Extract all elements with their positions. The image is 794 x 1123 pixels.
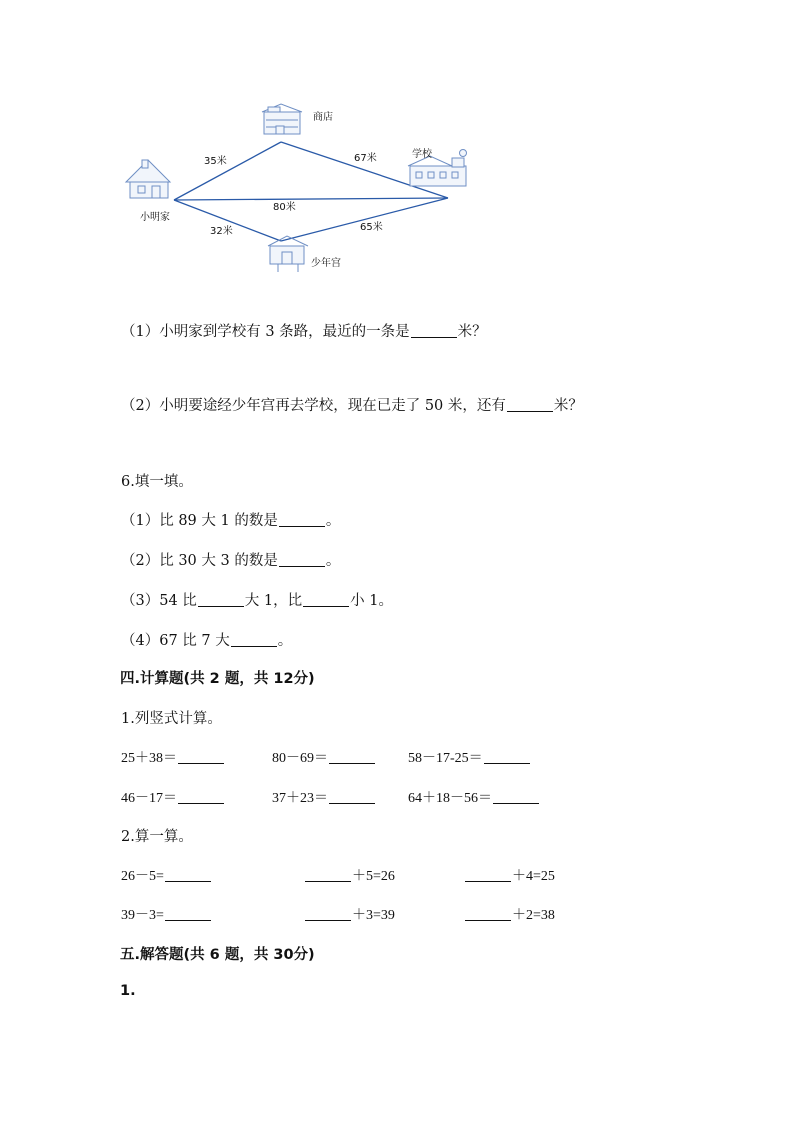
calc-expression: 46－17＝ — [121, 791, 177, 806]
calc-expression: 64＋18－56＝ — [408, 791, 492, 806]
fill-row-1c — [464, 865, 555, 885]
q6-sub1-end: 。 — [325, 513, 341, 529]
fill-row-2c — [464, 904, 555, 924]
section4-title: 四.计算题(共 2 题，共 12分) — [120, 671, 315, 687]
answer-blank[interactable] — [411, 323, 457, 338]
route-diagram — [118, 96, 488, 281]
answer-blank[interactable] — [493, 789, 539, 804]
calc-row-2b — [272, 787, 376, 807]
q6-sub3-text: （3）54 比 — [121, 593, 197, 609]
s5-q1-number: 1. — [120, 983, 136, 999]
route-home-school — [174, 198, 448, 200]
calc-row-1b — [272, 747, 376, 767]
calc-row-2a — [121, 787, 225, 807]
answer-blank[interactable] — [303, 592, 349, 607]
answer-blank[interactable] — [178, 789, 224, 804]
answer-blank[interactable] — [279, 552, 325, 567]
fill-expression: 26－5= — [121, 869, 164, 884]
q5-sub2-text: （2）小明要途经少年宫再去学校，现在已走了 50 米，还有 — [121, 398, 506, 414]
route-palace-school — [281, 198, 448, 241]
fill-row-2b — [304, 904, 395, 924]
fill-row-1a — [121, 865, 212, 885]
answer-blank[interactable] — [465, 867, 511, 882]
distance-home-palace: 32米 — [210, 226, 233, 237]
fill-expression: 39－3= — [121, 908, 164, 923]
place-label-school: 学校 — [412, 149, 432, 160]
q6-sub1 — [121, 509, 340, 530]
q6-sub4 — [121, 629, 292, 650]
q6-title: 6.填一填。 — [121, 474, 193, 490]
fill-expression: ＋3=39 — [352, 908, 395, 923]
q5-sub2 — [121, 394, 583, 415]
calc-row-1a — [121, 747, 225, 767]
fill-expression: ＋2=38 — [512, 908, 555, 923]
q6-sub4-end: 。 — [277, 633, 293, 649]
calc-expression: 80－69＝ — [272, 751, 328, 766]
q6-sub2 — [121, 549, 340, 570]
q6-sub2-text: （2）比 30 大 3 的数是 — [121, 553, 278, 569]
route-home-shop — [174, 142, 281, 200]
calc-expression: 25＋38＝ — [121, 751, 177, 766]
fill-expression: ＋4=25 — [512, 869, 555, 884]
answer-blank[interactable] — [465, 906, 511, 921]
answer-blank[interactable] — [305, 906, 351, 921]
answer-blank[interactable] — [507, 397, 553, 412]
distance-home-school: 80米 — [273, 202, 296, 213]
q5-sub2-unit: 米？ — [553, 398, 583, 414]
answer-blank[interactable] — [165, 906, 211, 921]
q6-sub4-text: （4）67 比 7 大 — [121, 633, 230, 649]
answer-blank[interactable] — [484, 749, 530, 764]
answer-blank[interactable] — [198, 592, 244, 607]
answer-blank[interactable] — [231, 632, 277, 647]
calc-row-1c — [408, 747, 531, 767]
s4-q2-title: 2.算一算。 — [121, 829, 193, 845]
answer-blank[interactable] — [165, 867, 211, 882]
q6-sub3 — [121, 589, 393, 610]
fill-expression: ＋5=26 — [352, 869, 395, 884]
s4-q1-title: 1.列竖式计算。 — [121, 711, 222, 727]
answer-blank[interactable] — [305, 867, 351, 882]
q5-sub1-text: （1）小明家到学校有 3 条路，最近的一条是 — [121, 324, 410, 340]
answer-blank[interactable] — [178, 749, 224, 764]
q6-sub1-text: （1）比 89 大 1 的数是 — [121, 513, 278, 529]
shop-building-icon — [262, 104, 302, 134]
q6-sub2-end: 。 — [325, 553, 341, 569]
answer-blank[interactable] — [279, 512, 325, 527]
distance-palace-school: 65米 — [360, 222, 383, 233]
q5-sub1 — [121, 320, 487, 341]
place-label-palace: 少年宫 — [311, 258, 341, 269]
q5-sub1-unit: 米？ — [457, 324, 487, 340]
fill-row-2a — [121, 904, 212, 924]
calc-row-2c — [408, 787, 540, 807]
calc-expression: 58－17-25＝ — [408, 751, 483, 766]
place-label-shop: 商店 — [313, 112, 333, 123]
fill-row-1b — [304, 865, 395, 885]
q6-sub3-end: 小 1。 — [350, 593, 393, 609]
calc-expression: 37＋23＝ — [272, 791, 328, 806]
q6-sub3-mid: 大 1，比 — [244, 593, 303, 609]
section5-title: 五.解答题(共 6 题，共 30分) — [120, 947, 315, 963]
answer-blank[interactable] — [329, 749, 375, 764]
youth-palace-icon — [268, 236, 308, 272]
answer-blank[interactable] — [329, 789, 375, 804]
place-label-home: 小明家 — [140, 212, 170, 223]
distance-home-shop: 35米 — [204, 156, 227, 167]
distance-shop-school: 67米 — [354, 153, 377, 164]
home-house-icon — [126, 160, 170, 198]
